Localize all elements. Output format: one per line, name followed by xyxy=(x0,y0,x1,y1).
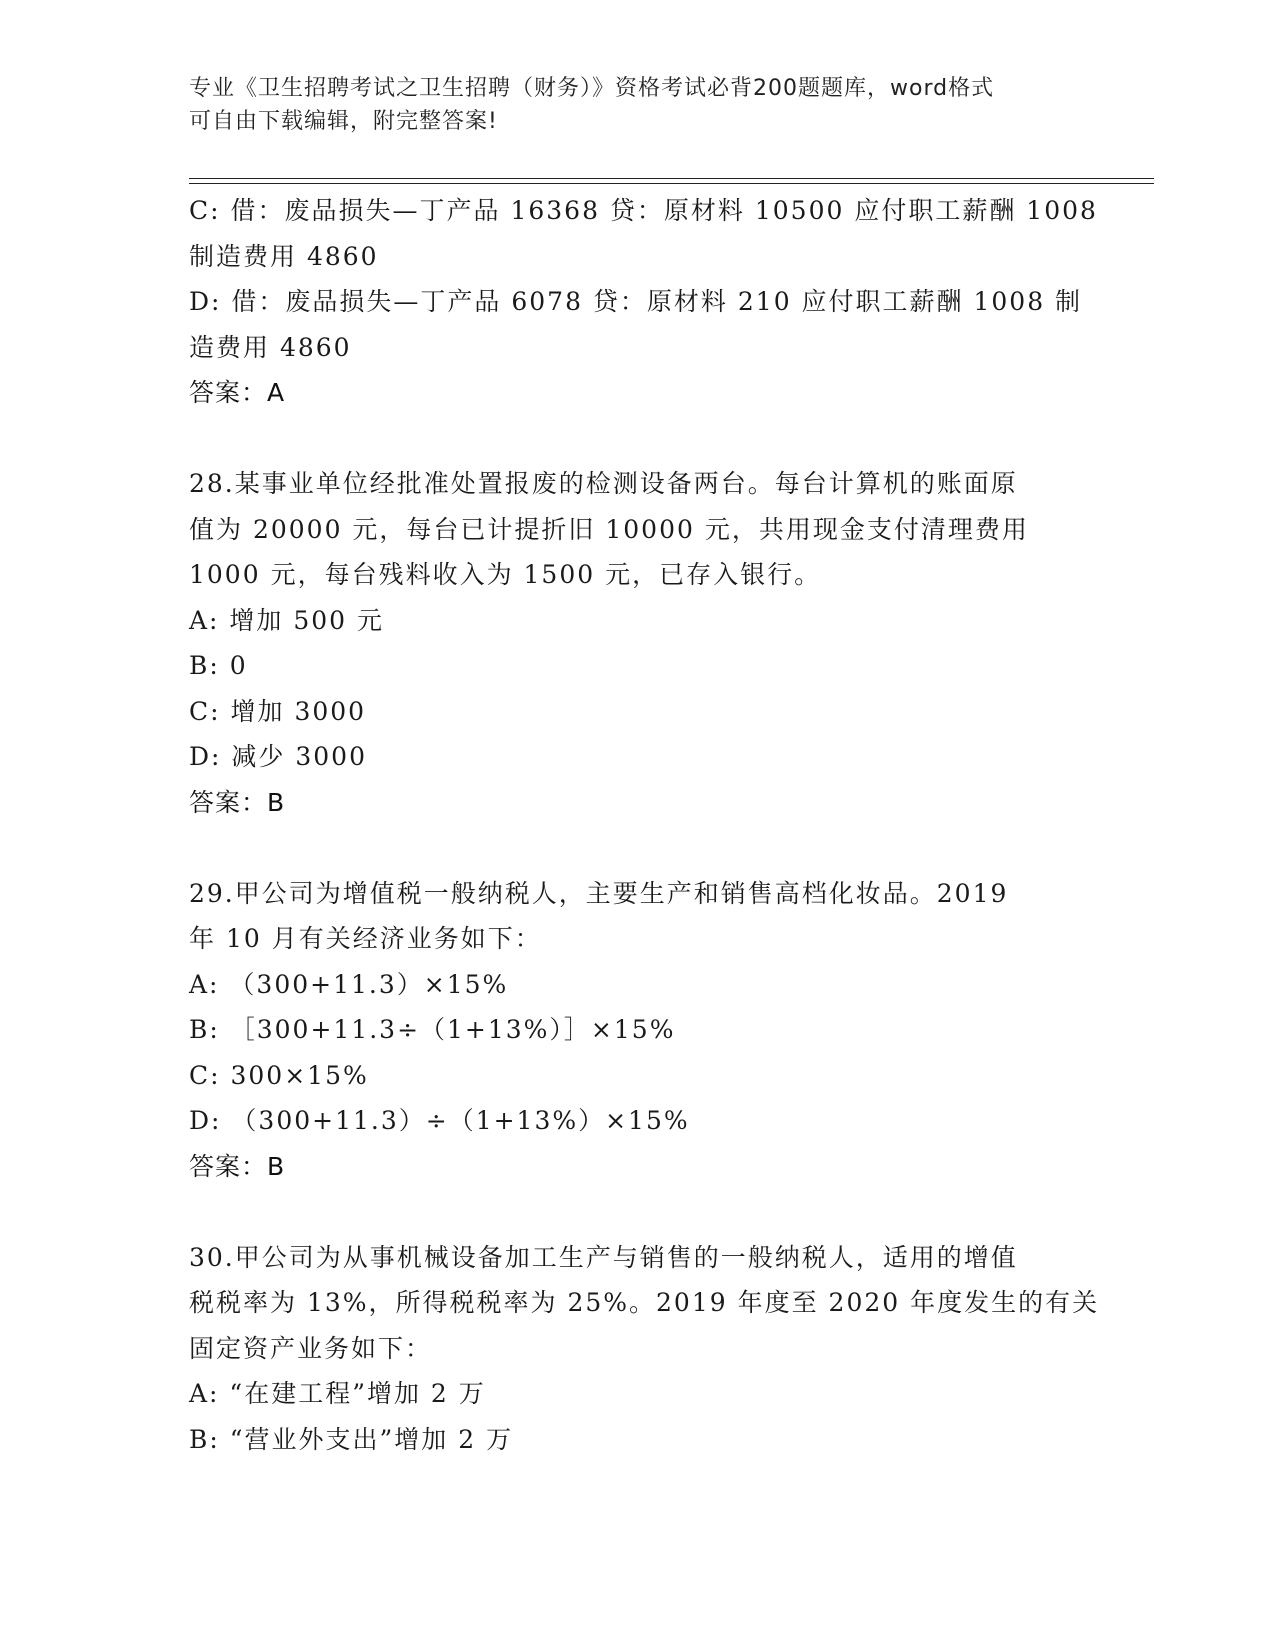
question-28-stem-line-3: 1000 元，每台残料收入为 1500 元，已存入银行。 xyxy=(189,560,822,589)
question-28-option-c: C: 增加 3000 xyxy=(189,696,367,726)
question-29-option-c: C: 300×15% xyxy=(189,1060,369,1090)
document-body xyxy=(189,188,1100,1462)
answer-27: 答案：A xyxy=(189,378,286,407)
question-29-option-a: A: （300+11.3）×15% xyxy=(189,969,509,999)
question-30-stem-line-3: 固定资产业务如下： xyxy=(189,1333,433,1363)
question-30-stem-line-2: 税税率为 13%，所得税税率为 25%。2019 年度至 2020 年度发生的有关 xyxy=(189,1288,1100,1317)
question-30-stem-line-1: 30.甲公司为从事机械设备加工生产与销售的一般纳税人，适用的增值 xyxy=(189,1242,1018,1272)
header-divider xyxy=(189,178,1154,184)
option-d-line-2: 造费用 4860 xyxy=(189,332,352,362)
header-title-line-2: 可自由下载编辑，附完整答案! xyxy=(189,109,498,134)
question-30-option-b: B: “营业外支出”增加 2 万 xyxy=(189,1424,514,1454)
spacer xyxy=(189,416,1089,462)
question-27-fragment xyxy=(189,188,1098,416)
question-29-stem-line-1: 29.甲公司为增值税一般纳税人，主要生产和销售高档化妆品。2019 xyxy=(189,878,1009,908)
spacer xyxy=(189,825,1089,871)
header-title-line-1: 专业《卫生招聘考试之卫生招聘（财务）》资格考试必背200题题库，word格式 xyxy=(189,76,995,101)
answer-28: 答案：B xyxy=(189,787,286,817)
question-28-option-d: D: 减少 3000 xyxy=(189,742,367,771)
question-30-option-a: A: “在建工程”增加 2 万 xyxy=(189,1379,486,1408)
question-28-stem-line-1: 28.某事业单位经批准处置报废的检测设备两台。每台计算机的账面原 xyxy=(189,469,1018,498)
question-29 xyxy=(189,871,1089,1190)
spacer xyxy=(189,1189,1089,1235)
document-header xyxy=(189,72,1069,138)
answer-29: 答案：B xyxy=(189,1151,286,1181)
option-c-line-2: 制造费用 4860 xyxy=(189,241,379,271)
question-28-stem-line-2: 值为 20000 元，每台已计提折旧 10000 元，共用现金支付清理费用 xyxy=(189,514,1029,544)
question-28-option-b: B: 0 xyxy=(189,651,248,680)
question-29-stem-line-2: 年 10 月有关经济业务如下： xyxy=(189,924,542,953)
question-28 xyxy=(189,461,1089,825)
question-30 xyxy=(189,1235,1100,1463)
option-c-line-1: C: 借：废品损失—丁产品 16368 贷：原材料 10500 应付职工薪酬 1008 xyxy=(189,196,1098,225)
question-29-option-d: D: （300+11.3）÷（1+13%）×15% xyxy=(189,1106,690,1135)
question-28-option-a: A: 增加 500 元 xyxy=(189,605,385,635)
question-29-option-b: B: ［300+11.3÷（1+13%）］×15% xyxy=(189,1015,676,1044)
option-d-line-1: D: 借：废品损失—丁产品 6078 贷：原材料 210 应付职工薪酬 1008 制 xyxy=(189,287,1083,316)
